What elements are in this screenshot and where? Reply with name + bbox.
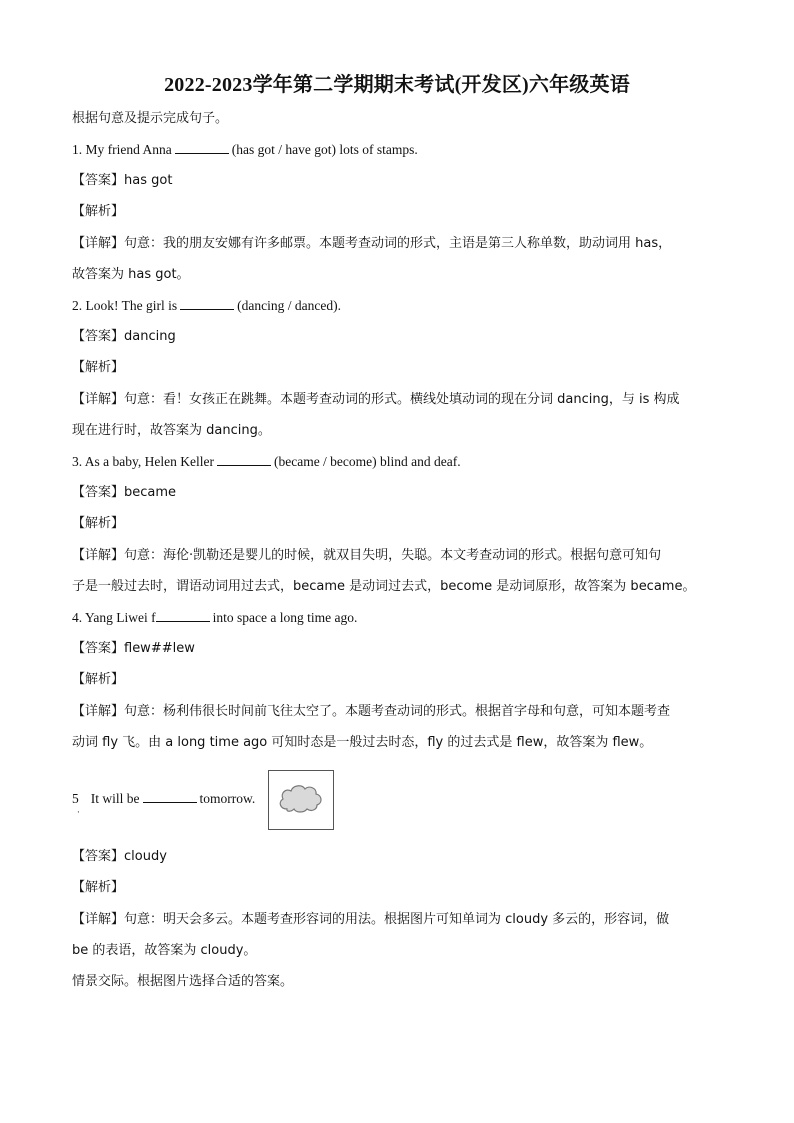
question-1-suffix: (has got / have got) lots of stamps. [231,142,418,157]
cloud-icon [269,771,333,829]
question-1-prefix: 1. My friend Anna [72,142,172,157]
answer-1: 【答案】has got [72,173,173,188]
analysis-5: 【解析】 [72,880,125,895]
question-4 [72,609,357,627]
question-5-image [268,770,334,830]
question-2 [72,297,341,315]
page-title: 2022-2023学年第二学期期末考试(开发区)六年级英语 [164,74,630,96]
section-instruction: 根据句意及提示完成句子。 [72,111,229,126]
question-3-suffix: (became / become) blind and deaf. [273,454,461,469]
list-marker-dot: · [77,808,80,818]
section-instruction-2: 情景交际。根据图片选择合适的答案。 [72,974,294,989]
answer-blank [175,141,229,154]
detail-5-line-1: 【详解】句意：明天会多云。本题考查形容词的用法。根据图片可知单词为 cloudy 多云的，形容词，做 [72,912,670,927]
answer-2: 【答案】dancing [72,329,176,344]
question-2-suffix: (dancing / danced). [237,298,341,313]
detail-1-line-1: 【详解】句意：我的朋友安娜有许多邮票。本题考查动词的形式，主语是第三人称单数，助动词用 has， [72,236,672,251]
detail-3-line-2: 子是一般过去时，谓语动词用过去式，became 是动词过去式，become 是动词原形，故答案为 became。 [72,579,696,594]
question-3-prefix: 3. As a baby, Helen Keller [72,454,214,469]
answer-5: 【答案】cloudy [72,849,167,864]
answer-blank [180,297,234,310]
question-2-prefix: 2. Look! The girl is [72,298,178,313]
answer-blank [217,453,271,466]
answer-blank [143,790,197,803]
detail-2-line-1: 【详解】句意：看！女孩正在跳舞。本题考查动词的形式。横线处填动词的现在分词 dancing，与 is 构成 [72,392,680,407]
analysis-1: 【解析】 [72,204,125,219]
detail-4-line-1: 【详解】句意：杨利伟很长时间前飞往太空了。本题考查动词的形式。根据首字母和句意，可知本题考查 [72,704,671,719]
question-1 [72,141,418,159]
answer-4: 【答案】flew##lew [72,641,195,656]
question-4-suffix: into space a long time ago. [212,610,358,625]
question-5 [72,790,255,808]
question-5-number: 5 [72,791,79,806]
analysis-3: 【解析】 [72,516,125,531]
question-4-prefix: 4. Yang Liwei f [72,610,156,625]
detail-1-line-2: 故答案为 has got。 [72,267,190,282]
answer-3: 【答案】became [72,485,177,500]
detail-3-line-1: 【详解】句意：海伦·凯勒还是婴儿的时候，就双目失明，失聪。本文考查动词的形式。根据句意可知句 [72,548,662,563]
detail-4-line-2: 动词 fly 飞。由 a long time ago 可知时态是一般过去时态，fly 的过去式是 flew，故答案为 flew。 [72,735,653,750]
answer-blank [156,609,210,622]
question-5-prefix: It will be [90,791,140,806]
detail-2-line-2: 现在进行时，故答案为 dancing。 [72,423,271,438]
question-3 [72,453,461,471]
detail-5-line-2: be 的表语，故答案为 cloudy。 [72,943,257,958]
analysis-4: 【解析】 [72,672,125,687]
question-5-suffix: tomorrow. [199,791,256,806]
analysis-2: 【解析】 [72,360,125,375]
